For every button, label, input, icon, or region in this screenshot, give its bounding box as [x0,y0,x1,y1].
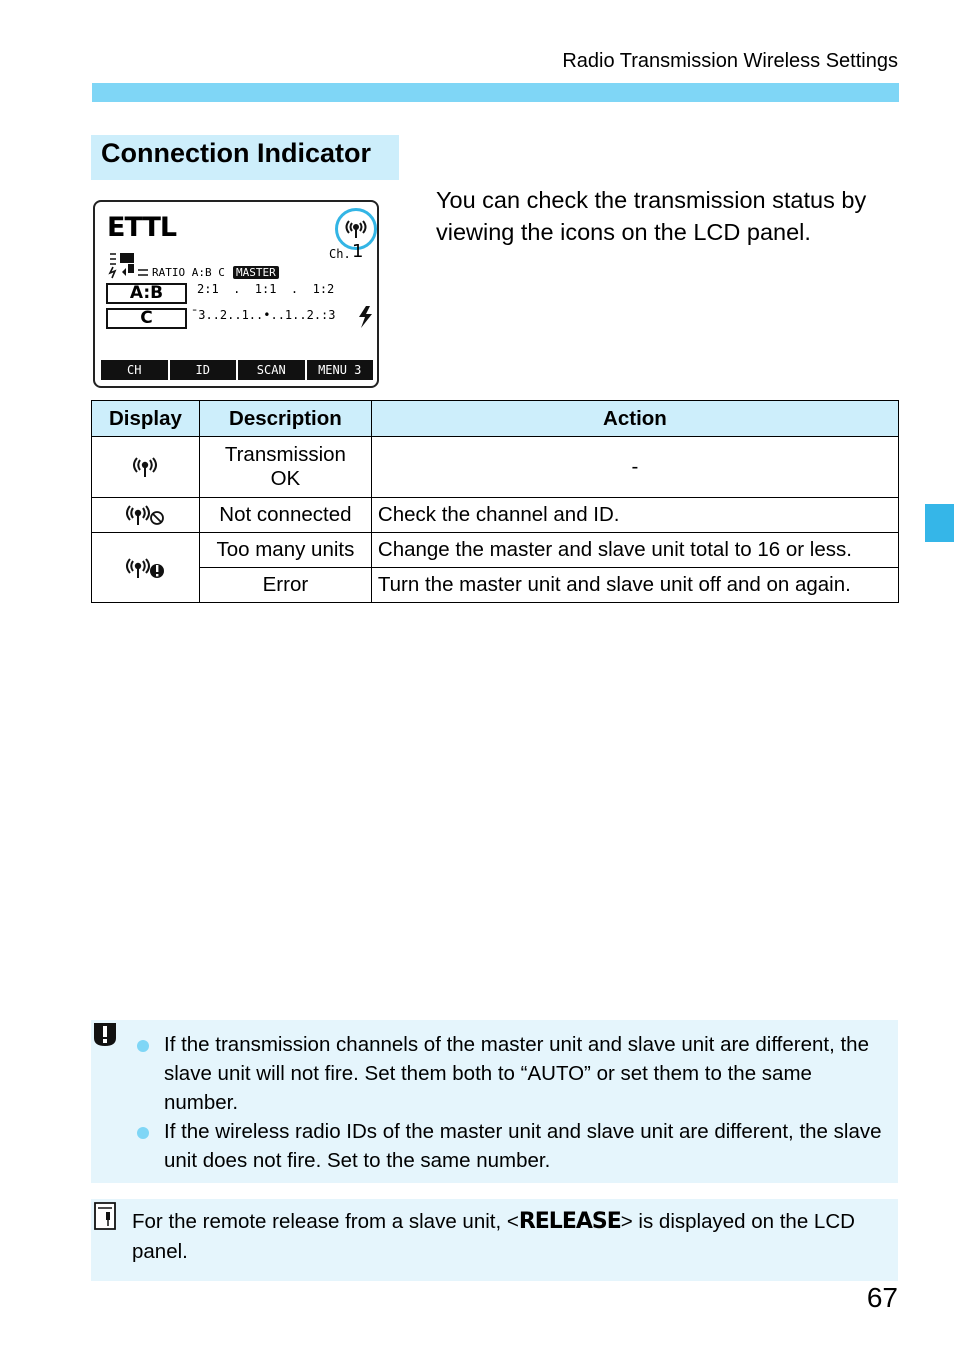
lcd-group-c: C [106,308,187,329]
section-title: Connection Indicator [91,135,399,180]
description-cell: Too many units [199,533,371,568]
lcd-channel-value: 1 [352,241,364,262]
lcd-mode: ETTL [107,212,177,243]
intro-text: You can check the transmission status by viewing the icons on the LCD panel. [436,187,867,245]
lcd-ratio-label: RATIO A:B C [152,266,225,279]
memo-text-after: > is displayed on the LCD panel. [132,1210,855,1263]
caution-icon [91,1020,119,1048]
lcd-panel-illustration [93,200,379,388]
lcd-group-ab: A:B [106,283,187,304]
table-header-row [92,401,899,437]
lcd-channel-label: Ch. [329,247,351,261]
display-cell [92,533,200,603]
table-row [92,498,899,533]
error-icon [123,556,167,580]
lcd-ratio-scale: 2:1 . 1:1 . 1:2 [197,282,335,296]
action-cell: Check the channel and ID. [371,498,898,533]
bullet-icon [137,1127,149,1139]
bullet-icon [137,1040,149,1052]
flash-bolt-icon [357,306,373,328]
lcd-tab-id: ID [170,360,237,380]
action-cell: Change the master and slave unit total to 16 or less. [371,533,898,568]
caution-list [135,1030,885,1175]
column-header-action: Action [371,401,898,437]
lcd-tab-ch: CH [101,360,168,380]
table-row [92,533,899,568]
column-header-description: Description [199,401,371,437]
action-cell: - [371,437,898,498]
transmission-ok-icon [343,218,369,240]
caution-item-text: If the transmission channels of the master unit and slave unit are different, the slave unit will not fire. Set them both to “AUTO” or set them to the same number. [164,1033,869,1114]
lcd-exposure-scale: ¯3..2..1..•..1..2.:3 [191,308,336,322]
wireless-master-icon [108,250,152,280]
display-cell [92,498,200,533]
description-cell: Transmission OK [199,437,371,498]
memo-text-before: For the remote release from a slave unit, < [132,1210,519,1233]
release-label: RELEASE [518,1209,621,1234]
lcd-master-badge: MASTER [233,266,279,279]
description-cell: Error [199,568,371,603]
caution-box [91,1020,898,1183]
header-bar [92,83,899,102]
table-row [92,437,899,498]
lcd-function-tabs [101,360,373,380]
description-cell: Not connected [199,498,371,533]
memo-text [132,1207,892,1267]
running-header: Radio Transmission Wireless Settings [562,50,898,72]
lcd-tab-menu: MENU 3 [307,360,374,380]
transmission-ok-icon [130,455,160,479]
list-item [135,1117,885,1175]
connection-status-table [91,400,899,603]
page-number: 67 [866,1282,898,1313]
memo-icon [93,1201,117,1231]
list-item [135,1030,885,1117]
caution-item-text: If the wireless radio IDs of the master unit and slave unit are different, the slave unit does not fire. Set to the same number. [164,1120,882,1172]
chapter-tab [925,504,954,542]
display-cell [92,437,200,498]
table-row [92,568,899,603]
action-cell: Turn the master unit and slave unit off and on again. [371,568,898,603]
lcd-tab-scan: SCAN [238,360,305,380]
column-header-display: Display [92,401,200,437]
not-connected-icon [123,503,167,527]
memo-box [91,1199,898,1281]
